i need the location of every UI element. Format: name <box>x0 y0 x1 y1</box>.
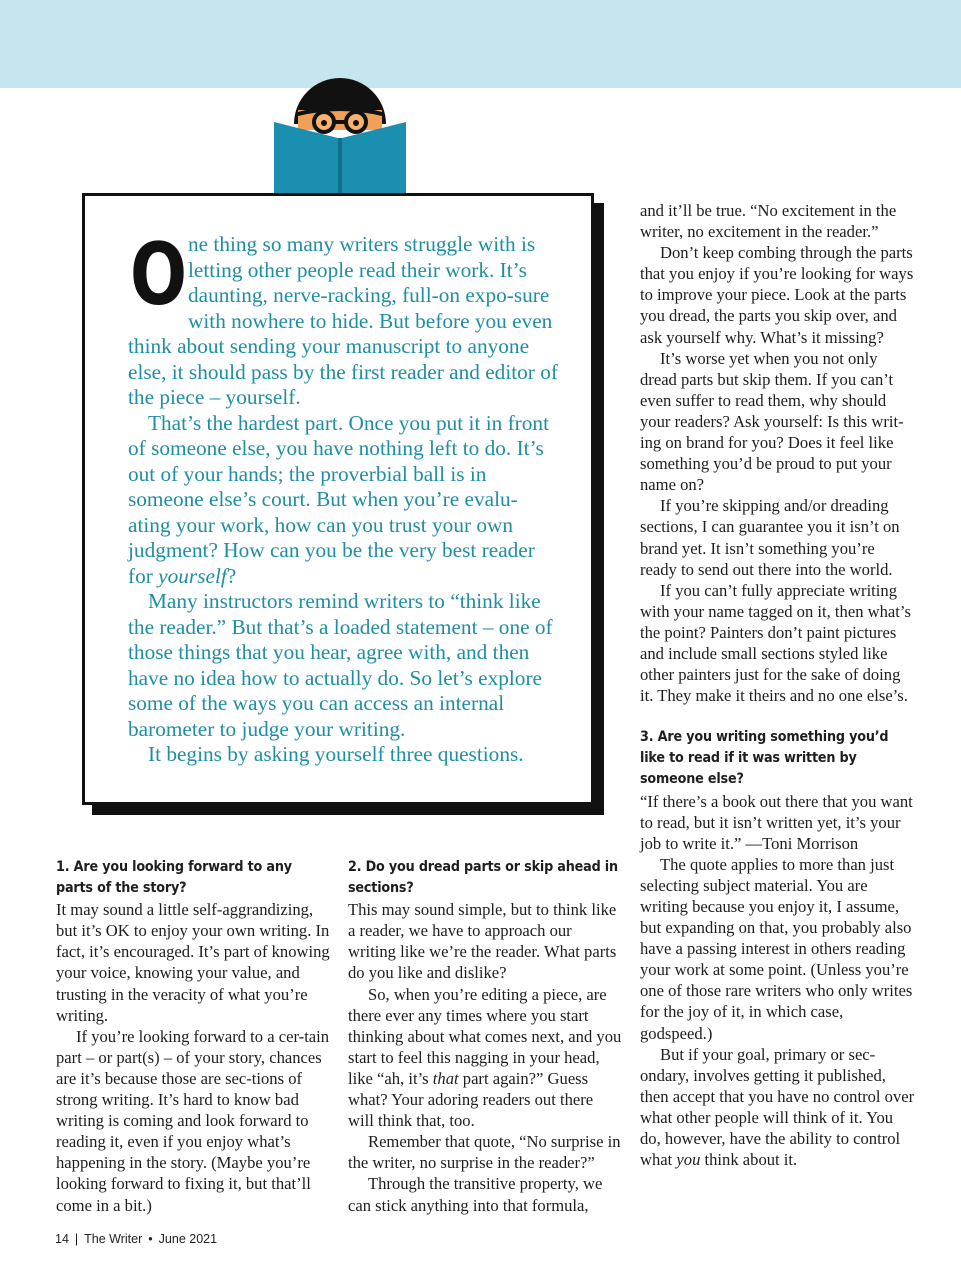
body-paragraph: Through the transitive property, we can stick anything into that formula, <box>348 1174 603 1215</box>
drop-cap: O <box>130 225 188 325</box>
body-paragraph: It may sound a little self-aggrandizing, but it’s OK to enjoy your own writing. In fact, it’s encouraged. It’s part of knowing your voice, knowing your value, and trusting in the veracity of what you’re writing. <box>56 900 330 1025</box>
body-paragraph: If you’re looking forward to a cer-tain part – or part(s) – of your story, chances are it’s because those are sec-tions of strong writing. It’s hard to know bad writing is coming and look forward to reading it, even if you enjoy what’s happening in the story. (Maybe you’re looking forward to fixing it, but that’ll come in a bit.) <box>56 1026 330 1215</box>
body-paragraph: If you can’t fully appreciate writing with your name tagged on it, then what’s the point? Painters don’t paint pictures and include small sections styled like other painters just for the sake of doing it. They make it theirs and no one else’s. <box>640 580 911 706</box>
body-paragraph: But if your goal, primary or sec-ondary, involves getting it published, then accept that you have no control over what other people will think of it. You do, however, have the ability to control what you think about it. <box>640 1044 915 1170</box>
body-paragraph: This may sound simple, but to think like a reader, we have to approach our writing like we’re the reader. What parts do you like and dislike? <box>348 900 617 983</box>
column-1 <box>56 857 330 1216</box>
body-paragraph: It’s worse yet when you not only dread parts but skip them. If you can’t even suffer to read them, why should your readers? Ask yourself: Is this writ-ing on brand for you? Does it feel like something you’d be proud to put your name on? <box>640 348 904 495</box>
body-paragraph: If you’re skipping and/or dreading sections, I can guarantee you it isn’t on brand yet. It isn’t something you’re ready to send out there into the world. <box>640 496 900 579</box>
intro-text <box>128 225 558 768</box>
body-paragraph: Remember that quote, “No surprise in the writer, no surprise in the reader?” <box>348 1132 621 1173</box>
column-2 <box>348 857 622 1216</box>
footer-divider: | <box>74 1232 79 1246</box>
body-paragraph: “If there’s a book out there that you want to read, but it isn’t written yet, it’s your job to write it.” —Toni Morrison <box>640 791 913 853</box>
intro-paragraph: It begins by asking yourself three questions. <box>148 742 524 766</box>
intro-paragraph: ne thing so many writers struggle with is letting other people read their work. It’s daunting, nerve-racking, full-on expo-sure with nowhere to hide. But before you even think about sending your manuscript to anyone else, it should pass by the first reader and editor of the piece – yourself. <box>128 232 558 409</box>
page-number: 14 <box>55 1232 69 1246</box>
issue-date: June 2021 <box>158 1232 218 1246</box>
page-footer <box>55 1232 217 1246</box>
top-color-band <box>0 0 961 88</box>
section-heading: 1. Are you looking forward to any parts of the story? <box>56 859 292 897</box>
footer-bullet: • <box>148 1232 153 1246</box>
body-paragraph: So, when you’re editing a piece, are there ever any times where you start thinking about what comes next, and you start to feel this nagging in your head, like “ah, it’s that part again?” Guess what? Your adoring readers out there will think that, too. <box>348 984 622 1131</box>
intro-paragraph: That’s the hardest part. Once you put it in front of someone else, you have nothing left to do. It’s out of your hands; the proverbial ball is in someone else’s court. But when you’re evalu-ating your work, how can you trust your own judgment? How can you be the very best reader for yourself? <box>128 410 549 588</box>
body-paragraph: Don’t keep combing through the parts that you enjoy if you’re looking for ways to improve your piece. Look at the parts you dread, the parts you skip over, and ask yourself why. What’s it missing? <box>640 243 914 347</box>
section-heading: 3. Are you writing something you’d like to read if it was written by someone else? <box>640 729 889 788</box>
section-3 <box>640 727 915 1170</box>
column-3 <box>640 200 915 1170</box>
body-paragraph: The quote applies to more than just selecting subject material. You are writing because you enjoy it, I assume, but expanding on that, you probably also have a passing interest in others reading your work at some point. (Unless you’re one of those rare writers who only writes for the joy of it, in which case, godspeed.) <box>640 854 913 1043</box>
magazine-name: The Writer <box>84 1232 143 1246</box>
intro-paragraph: Many instructors remind writers to “think like the reader.” But that’s a loaded statement – one of those things that you hear, agree with, and then have no idea how to actually do. So let’s explore some of the ways you can access an internal barometer to judge your writing. <box>128 589 553 741</box>
body-paragraph: and it’ll be true. “No excitement in the writer, no excitement in the reader.” <box>640 201 897 242</box>
section-heading: 2. Do you dread parts or skip ahead in sections? <box>348 859 618 897</box>
